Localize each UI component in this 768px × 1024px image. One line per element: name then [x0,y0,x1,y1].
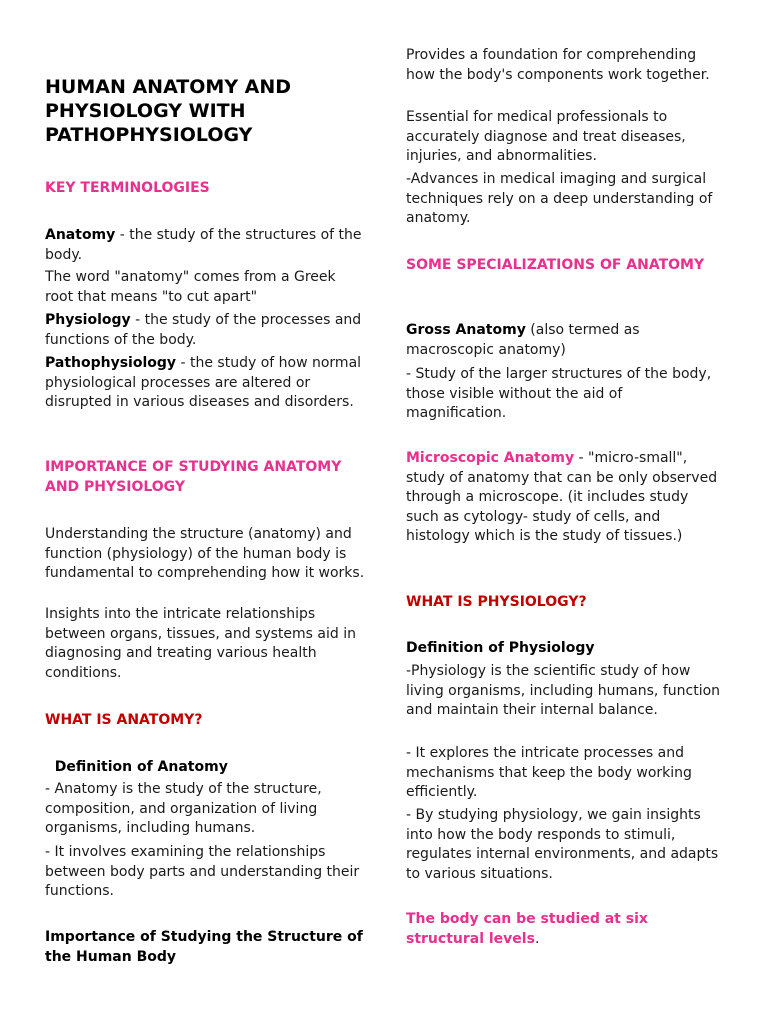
importance-heading: IMPORTANCE OF STUDYING ANATOMY AND PHYSIOLOGY [45,459,342,495]
anatomy-def-text: - the study of the structures of the body. [45,227,362,263]
essential-paragraph: Essential for medical professionals to accurately diagnose and treat diseases, injuries, and abnormalities. [406,109,686,164]
physiology-definition-paragraph-3: - By studying physiology, we gain insights into how the body responds to stimuli, regulates internal environments, and adapts to various situations. [406,807,719,882]
gross-anatomy-definition [406,321,724,360]
six-structural-levels [406,910,724,949]
physiology-term: Physiology [45,312,131,328]
gross-anatomy-term: Gross Anatomy [406,322,526,338]
key-terminologies-heading: KEY TERMINOLOGIES [45,180,210,196]
definition-of-anatomy-heading: Definition of Anatomy [45,759,228,775]
what-is-physiology-heading: WHAT IS PHYSIOLOGY? [406,594,587,610]
importance-paragraph-1: Understanding the structure (anatomy) and function (physiology) of the human body is fundamental to comprehending how it works. [45,526,365,581]
pathophysiology-term: Pathophysiology [45,355,177,371]
six-levels-period: . [534,930,540,947]
document-title: HUMAN ANATOMY AND PHYSIOLOGY WITH PATHOPHYSIOLOGY [45,76,292,146]
physiology-definition-paragraph-2: - It explores the intricate processes and mechanisms that keep the body working efficiently. [406,745,692,800]
what-is-anatomy-heading: WHAT IS ANATOMY? [45,712,203,728]
importance-structure-heading: Importance of Studying the Structure of the Human Body [45,929,363,965]
specializations-heading: SOME SPECIALIZATIONS OF ANATOMY [406,257,705,273]
pathophysiology-definition [45,354,367,413]
advances-paragraph: -Advances in medical imaging and surgical techniques rely on a deep understanding of anatomy. [406,171,713,226]
anatomy-definition [45,226,367,265]
six-levels-text: The body can be studied at six structural levels [406,911,648,947]
anatomy-term: Anatomy [45,227,116,243]
foundation-paragraph: Provides a foundation for comprehending how the body's components work together. [406,47,710,83]
microscopic-anatomy-term: Microscopic Anatomy [406,450,575,466]
importance-paragraph-2: Insights into the intricate relationships between organs, tissues, and systems aid in diagnosing and treating various health conditions. [45,606,356,681]
physiology-definition [45,311,367,350]
gross-anatomy-paragraph: - Study of the larger structures of the body, those visible without the aid of magnification. [406,366,712,421]
physiology-definition-paragraph-1: -Physiology is the scientific study of how living organisms, including humans, function and maintain their internal balance. [406,663,721,718]
anatomy-origin: The word "anatomy" comes from a Greek root that means "to cut apart" [45,269,336,305]
gross-anatomy-def-text: (also termed as macroscopic anatomy) [406,322,640,358]
anatomy-definition-paragraph-1: - Anatomy is the study of the structure, composition, and organization of living organisms, including humans. [45,781,322,836]
microscopic-anatomy-def-text: - "micro-small", study of anatomy that can be only observed through a microscope. (it includes study such as cytology- study of cells, and histology which is the study of tissues.) [406,450,718,544]
definition-of-physiology-heading: Definition of Physiology [406,640,595,656]
microscopic-anatomy-definition [406,449,724,547]
pathophysiology-def-text: - the study of how normal physiological processes are altered or disrupted in various diseases and disorders. [45,355,362,410]
physiology-def-text: - the study of the processes and functions of the body. [45,312,362,348]
anatomy-definition-paragraph-2: - It involves examining the relationships between body parts and understanding their functions. [45,844,360,899]
